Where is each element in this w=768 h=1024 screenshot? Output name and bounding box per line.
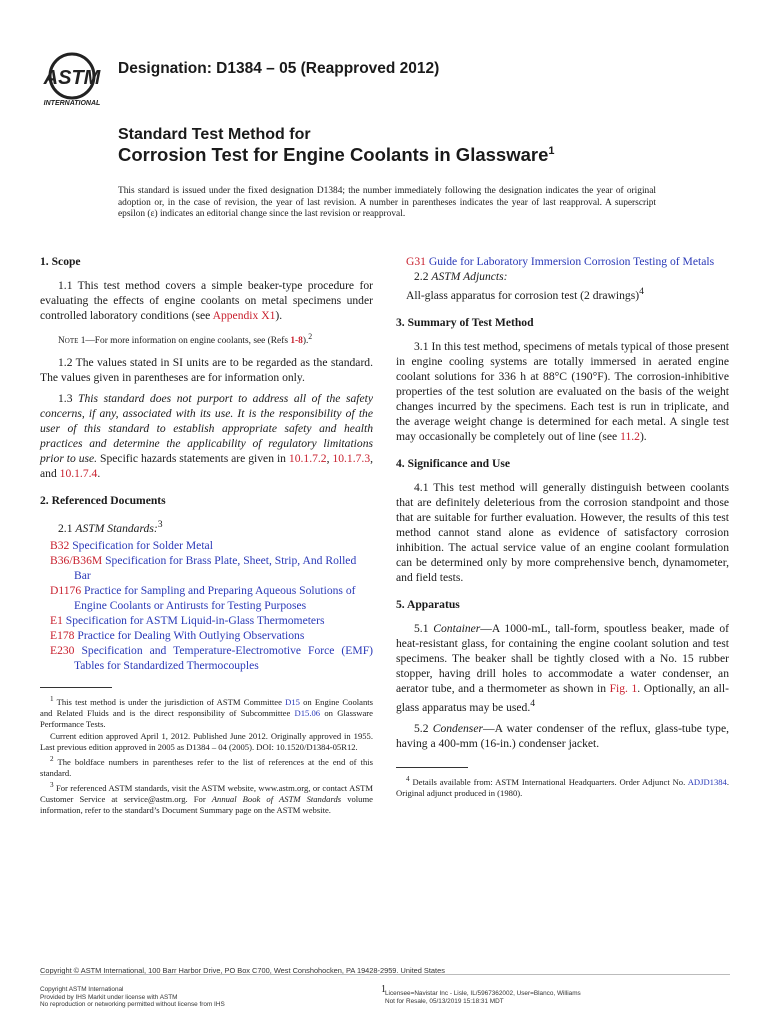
footnote-ref[interactable]: 4 <box>639 286 644 297</box>
paragraph-text: —A water condenser of the reflux, glass-tube type, having a 400-mm (16-in.) condenser jacket. <box>396 721 729 750</box>
paragraph-text: . Optionally, an all-glass apparatus may be used. <box>396 681 729 714</box>
paragraph-text: 1.1 This test method covers a simple beaker-type procedure for evaluating the effects of engine coolants on metal specimens under controlled laboratory conditions (see <box>40 279 373 322</box>
reference-title[interactable]: Specification for Solder Metal <box>69 538 213 552</box>
footnote-text: This test method is under the jurisdiction of ASTM Committee <box>53 696 286 707</box>
term: Container <box>433 621 481 635</box>
paragraph-text: —A 1000-mL, tall-form, spoutless beaker, made of heat-resistant glass, for containing the engine coolant solution and test specimens. The beaker shall be tightly closed with a No. 15 rubber stopper, having drill holes to accommodate a water condenser, an aerator tube, and a thermometer as shown in <box>396 621 729 695</box>
license-line: Not for Resale, 05/13/2019 15:18:31 MDT <box>385 997 504 1005</box>
paragraph-1-3 <box>40 391 373 481</box>
sub-title: ASTM Adjuncts: <box>431 270 508 283</box>
paragraph-num: 5.1 <box>414 621 434 635</box>
footnote-text: For referenced ASTM standards, visit the ASTM website, www.astm.org, or contact ASTM Customer Service at service@astm.org. For <box>40 782 373 804</box>
footnote-marker: 2 <box>50 754 54 763</box>
logo-text: ASTM <box>43 67 101 89</box>
refs-link[interactable]: 1-8 <box>290 336 303 347</box>
adjunct-link[interactable]: ADJD1384 <box>687 776 727 787</box>
footnote-3 <box>40 780 373 816</box>
separator: , <box>326 452 333 466</box>
astm-standards-label <box>40 517 373 536</box>
footnote-ref[interactable]: 4 <box>530 697 536 709</box>
footnote-ref[interactable]: 2 <box>308 332 313 341</box>
section-link[interactable]: 10.1.7.2 <box>288 452 327 466</box>
reference-code[interactable]: E1 <box>50 613 63 627</box>
reference-title[interactable]: Specification for Brass Plate, Sheet, Strip, And Rolled Bar <box>74 553 357 582</box>
note-text: ). <box>302 336 309 347</box>
footnote-marker: 4 <box>406 774 410 783</box>
subcommittee-link[interactable]: D15.06 <box>294 707 321 718</box>
reference-item[interactable] <box>40 538 373 553</box>
reference-title[interactable]: Practice for Sampling and Preparing Aqueous Solutions of Engine Coolants or Antirusts for Testing Purposes <box>74 583 356 612</box>
adjunct-item <box>396 284 729 303</box>
copyright-line: Copyright © ASTM International, 100 Barr Harbor Drive, PO Box C700, West Conshohocken, PA 19428-2959. United States <box>40 966 445 975</box>
intro-paragraph: This standard is issued under the fixed designation D1384; the number immediately following the designation indicates the year of original adoption or, in the case of revision, the year of last revision. A number in parentheses indicates the year of last reapproval. A superscript epsilon (ε) indicates an editorial change since the last revision or reapproval. <box>118 186 656 220</box>
paragraph-5-2 <box>396 721 729 751</box>
reference-item[interactable] <box>396 254 729 269</box>
reference-item[interactable] <box>40 613 373 628</box>
license-line: Licensee=Navistar Inc - Lisle, IL/5967362002, User=Blanco, Williams <box>385 990 581 997</box>
footer-divider <box>40 974 730 975</box>
title-text: Corrosion Test for Engine Coolants in Glassware <box>118 144 549 165</box>
footnote-text: The boldface numbers in parentheses refer to the list of references at the end of this standard. <box>40 756 373 778</box>
note-1 <box>40 329 373 349</box>
license-info-left <box>40 986 225 1009</box>
reference-item[interactable] <box>40 628 373 643</box>
section-heading-apparatus: 5. Apparatus <box>396 597 460 611</box>
title-footnote-ref[interactable]: 1 <box>548 144 555 157</box>
section-heading-summary: 3. Summary of Test Method <box>396 315 534 329</box>
section-heading-significance: 4. Significance and Use <box>396 456 511 470</box>
logo-subtext: INTERNATIONAL <box>43 100 101 107</box>
paragraph-text: . <box>97 467 101 481</box>
paragraph-3-1 <box>396 339 729 444</box>
paragraph-1-1 <box>40 278 373 323</box>
footnote-text: on Engine Coolants and Related Fluids and is the direct responsibility of Subcommittee <box>40 696 373 718</box>
reference-code[interactable]: B36/B36M <box>50 553 103 567</box>
footnote-divider <box>40 687 112 688</box>
reference-item[interactable] <box>40 553 373 583</box>
appendix-link[interactable]: Appendix X1 <box>212 309 276 322</box>
paragraph-text: Specific hazards statements are given in <box>97 452 289 466</box>
paragraph-text: 3.1 In this test method, specimens of metals typical of those present in engine cooling systems are totally immersed in aerated engine coolant solutions for 336 h at 88°C (190°F). The corrosion-inhibitive properties of the test solution are evaluated on the basis of the weight changes incurred by the specimens. Each test is run in triplicate, and the average weight change is determined for each metal. A single test may occasionally be completely out of line (see <box>396 339 729 443</box>
separator: , and <box>40 452 374 481</box>
footnote-1-edition: Current edition approved April 1, 2012. Published June 2012. Originally approved in 1955. Last previous edition approved in 2005 as D1384 – 04 (2005). DOI: 10.1520/D1384-05R12. <box>40 730 373 752</box>
adjunct-text: All-glass apparatus for corrosion test (2 drawings) <box>406 288 640 302</box>
sub-num: 2.2 <box>414 270 432 283</box>
paragraph-text: ). <box>275 309 283 322</box>
designation: Designation: D1384 – 05 (Reapproved 2012) <box>118 60 440 77</box>
astm-logo <box>38 52 112 108</box>
paragraph-5-1 <box>396 621 729 715</box>
paragraph-num: 5.2 <box>414 721 433 735</box>
reference-code[interactable]: E230 <box>50 643 75 657</box>
reference-code[interactable]: E178 <box>50 628 75 642</box>
license-line: Copyright ASTM International <box>40 986 124 993</box>
paragraph-num: 1.3 <box>58 392 79 406</box>
sub-num: 2.1 <box>58 521 76 535</box>
reference-code[interactable]: G31 <box>406 255 426 268</box>
section-link[interactable]: 10.1.7.4 <box>59 467 98 481</box>
footnote-text: on Glassware Performance Tests. <box>40 707 373 729</box>
committee-link[interactable]: D15 <box>285 696 300 707</box>
footnote-1 <box>40 694 373 730</box>
footnote-marker: 3 <box>50 780 54 789</box>
section-link[interactable]: 10.1.7.3 <box>332 452 371 466</box>
astm-adjuncts-label <box>396 269 729 284</box>
reference-code[interactable]: D1176 <box>50 583 82 597</box>
left-column <box>40 254 373 817</box>
book-title: Annual Book of ASTM Standards <box>211 793 342 804</box>
reference-title[interactable]: Guide for Laboratory Immersion Corrosion Testing of Metals <box>425 255 715 268</box>
note-label: Note <box>58 336 79 347</box>
page-title <box>118 144 555 166</box>
footnote-ref[interactable]: 3 <box>157 519 163 531</box>
footnote-text: Details available from: ASTM International Headquarters. Order Adjunct No. <box>409 776 688 787</box>
footnote-text: volume information, refer to the standard’s Document Summary page on the ASTM website. <box>40 793 373 815</box>
figure-link[interactable]: Fig. 1 <box>609 681 638 695</box>
safety-statement: This standard does not purport to address all of the safety concerns, if any, associated with its use. It is the responsibility of the user of this standard to establish appropriate safety and health practices and determine the applicability of regulatory limitations prior to use. <box>40 392 373 466</box>
reference-item[interactable] <box>40 643 373 673</box>
section-link[interactable]: 11.2 <box>620 429 640 443</box>
reference-title[interactable]: Practice for Dealing With Outlying Observations <box>74 628 305 642</box>
paragraph-text: ). <box>639 429 647 443</box>
footnote-4 <box>396 774 729 799</box>
reference-item[interactable] <box>40 583 373 613</box>
title-line1: Standard Test Method for <box>118 126 311 143</box>
reference-title[interactable]: Specification for ASTM Liquid-in-Glass Thermometers <box>62 613 325 627</box>
license-line: No reproduction or networking permitted without license from IHS <box>40 1001 225 1009</box>
section-heading-referenced: 2. Referenced Documents <box>40 494 166 508</box>
footnote-text: . Original adjunct produced in (1980). <box>396 776 729 798</box>
paragraph-4-1: 4.1 This test method will generally distinguish between coolants that are definitely deleterious from the corrosion standpoint and those that are suitable for further evaluation. However, the results of this test method cannot stand alone as evidence of satisfactory corrosion inhibition. The actual service value of an engine coolant formulation can be determined only by more comprehensive bench, dynamometer, and field tests. <box>396 480 729 584</box>
footnote-2 <box>40 754 373 779</box>
footnote-marker: 1 <box>50 694 54 703</box>
license-info-right <box>385 990 581 1005</box>
sub-title: ASTM Standards: <box>75 521 158 535</box>
footnote-divider <box>396 767 468 768</box>
term: Condenser <box>432 721 483 735</box>
reference-code[interactable]: B32 <box>50 538 70 552</box>
right-column <box>396 254 729 800</box>
reference-title[interactable]: Specification and Temperature-Electromotive Force (EMF) Tables for Standardized Thermocouples <box>74 643 373 672</box>
license-line: Provided by IHS Markit under license with ASTM <box>40 993 178 1001</box>
paragraph-1-2: 1.2 The values stated in SI units are to be regarded as the standard. The values given in parentheses are for information only. <box>40 356 373 385</box>
page-number: 1 <box>381 984 386 995</box>
note-text: 1—For more information on engine coolants, see (Refs <box>78 336 291 347</box>
section-heading-scope: 1. Scope <box>40 255 81 268</box>
